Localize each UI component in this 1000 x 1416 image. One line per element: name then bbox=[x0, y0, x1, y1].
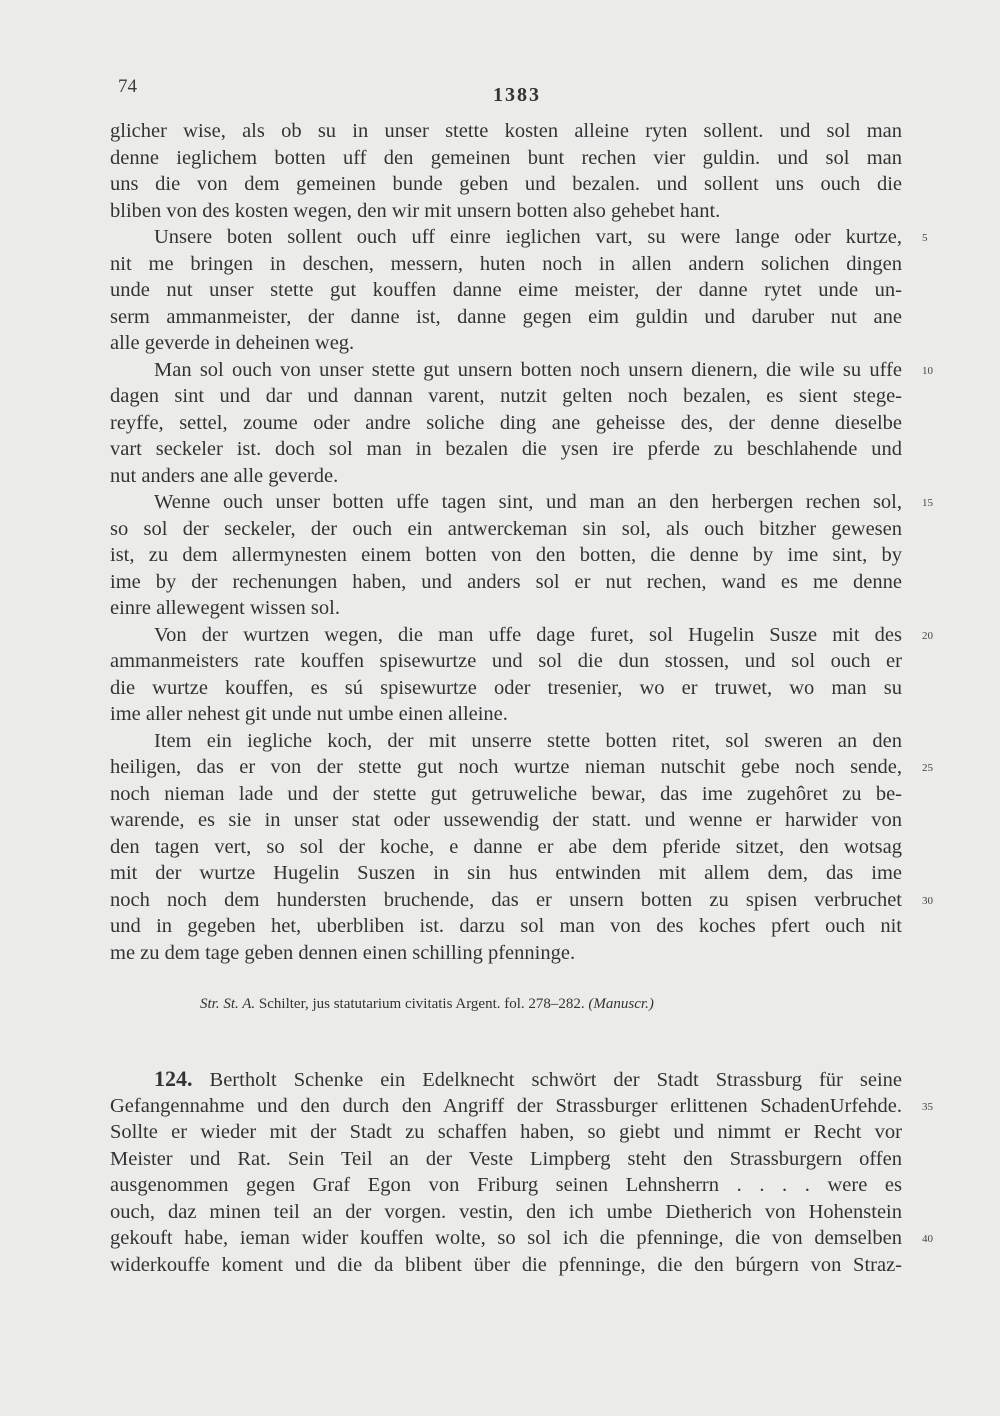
text-line bbox=[110, 489, 933, 516]
text-line bbox=[110, 1066, 902, 1093]
line-text: alle geverde in deheinen weg. bbox=[110, 332, 355, 354]
line-text: Item ein iegliche koch, der mit unserre stette botten ritet, sol sweren an den bbox=[154, 729, 902, 752]
line-text: Wenne ouch unser botten uffe tagen sint, und man an den herbergen rechen sol, bbox=[154, 491, 902, 513]
line-text: reyffe, settel, zoume oder andre soliche ding ane geheisse des, der denne dieselbe bbox=[110, 411, 902, 434]
line-text: ist, zu dem allermynesten einem botten von den botten, die denne by ime sint, by bbox=[110, 544, 902, 566]
line-text: bliben von des kosten wegen, den wir mit unsern botten also gehebet hant. bbox=[110, 199, 721, 222]
document-number: 124. bbox=[154, 1066, 193, 1091]
page-year-heading: 1383 bbox=[493, 84, 541, 106]
line-text: noch noch dem hundersten bruchende, das er unsern botten zu spisen verbruchet bbox=[110, 888, 902, 911]
text-line bbox=[110, 622, 933, 649]
text-line bbox=[110, 542, 902, 569]
line-text: Bertholt Schenke ein Edelknecht schwört der Stadt Strassburg für seine bbox=[209, 1069, 903, 1091]
margin-line-number: 30 bbox=[922, 894, 933, 907]
line-text: uns die von dem gemeinen bunde geben und bezalen. und sollent uns ouch die bbox=[110, 173, 902, 195]
text-line bbox=[110, 728, 902, 755]
line-text: ammanmeisters rate kouffen spisewurtze und sol die dun stossen, und sol ouch er bbox=[110, 650, 902, 672]
text-line bbox=[110, 198, 902, 225]
text-line bbox=[110, 516, 902, 543]
text-line bbox=[110, 410, 902, 437]
text-line bbox=[110, 1146, 902, 1173]
line-text: Man sol ouch von unser stette gut unsern botten noch unsern dienern, die wile su uffe bbox=[154, 358, 902, 381]
text-line bbox=[110, 754, 933, 781]
line-text: serm ammanmeister, der danne ist, danne gegen eim guldin und daruber nut ane bbox=[110, 305, 902, 328]
line-text: ausgenommen gegen Graf Egon von Friburg seinen Lehnsherrn . . . . were es bbox=[110, 1174, 902, 1196]
text-line bbox=[110, 145, 902, 172]
text-line bbox=[110, 887, 933, 914]
text-line bbox=[110, 807, 902, 834]
text-line bbox=[110, 675, 902, 702]
text-line bbox=[110, 1225, 933, 1252]
statute-text-block bbox=[110, 118, 933, 966]
line-text: widerkouffe koment und die da blibent über die pfenninge, die den búrgern von Straz- bbox=[110, 1253, 902, 1276]
line-text: dagen sint und dar und dannan varent, nutzit gelten noch bezalen, es sient stege- bbox=[110, 385, 902, 407]
text-line bbox=[110, 436, 902, 463]
line-text: vart seckeler ist. doch sol man in bezalen die ysen ire pferde zu beschlahende und bbox=[110, 438, 902, 460]
line-text: heiligen, das er von der stette gut noch wurtze nieman nutschit gebe noch sende, bbox=[110, 756, 902, 778]
margin-line-number: 40 bbox=[922, 1233, 933, 1245]
line-text: nut anders ane alle geverde. bbox=[110, 464, 339, 487]
line-text: ime by der rechenungen haben, und anders sol er nut rechen, wand es me denne bbox=[110, 570, 902, 593]
margin-line-number: 5 bbox=[922, 232, 928, 244]
text-line bbox=[110, 118, 902, 145]
margin-line-number: 20 bbox=[922, 629, 933, 642]
line-text: unde nut unser stette gut kouffen danne eime meister, der danne rytet unde un- bbox=[110, 279, 902, 301]
line-text: Sollte er wieder mit der Stadt zu schaffen haben, so giebt und nimmt er Recht vor bbox=[110, 1121, 902, 1143]
text-line bbox=[110, 383, 902, 410]
line-text: so sol der seckeler, der ouch ein antwerckeman sin sol, als ouch bitzher gewesen bbox=[110, 517, 902, 540]
text-line bbox=[110, 1119, 902, 1146]
line-text: Von der wurtzen wegen, die man uffe dage furet, sol Hugelin Susze mit des bbox=[154, 623, 902, 646]
source-title: Schilter, jus statutarium civitatis Argent. fol. 278–282. bbox=[258, 996, 585, 1012]
text-line bbox=[110, 1172, 902, 1199]
text-line bbox=[110, 463, 902, 490]
text-line bbox=[110, 251, 902, 278]
line-text: denne ieglichem botten uff den gemeinen bunt rechen vier guldin. und sol man bbox=[110, 146, 902, 169]
document-124-block bbox=[110, 1066, 933, 1278]
line-text: Meister und Rat. Sein Teil an der Veste Limpberg steht den Strassburgern offen bbox=[110, 1147, 902, 1170]
text-line bbox=[110, 1252, 902, 1279]
text-line bbox=[110, 913, 902, 940]
line-text: ouch, daz minen teil an der vorgen. vestin, den ich umbe Dietherich von Hohenstein bbox=[110, 1200, 902, 1223]
text-line bbox=[110, 860, 902, 887]
source-archive: Str. St. A. bbox=[200, 996, 256, 1012]
text-line bbox=[110, 940, 902, 967]
line-text: Unsere boten sollent ouch uff einre ieglichen vart, su were lange oder kurtze, bbox=[154, 226, 902, 248]
line-text: einre allewegent wissen sol. bbox=[110, 597, 340, 619]
text-line bbox=[110, 224, 928, 251]
text-line bbox=[110, 357, 933, 384]
margin-line-number: 25 bbox=[922, 762, 933, 774]
text-line bbox=[110, 595, 902, 622]
line-text: den tagen vert, so sol der koche, e danne er abe dem pferide sitzet, den wotsag bbox=[110, 835, 902, 858]
source-citation bbox=[200, 996, 654, 1013]
text-line bbox=[110, 330, 902, 357]
margin-line-number: 10 bbox=[922, 364, 933, 377]
text-line bbox=[110, 781, 902, 808]
text-line bbox=[110, 304, 902, 331]
line-text: gekouft habe, ieman wider kouffen wolte, so sol ich die pfenninge, die von demselben bbox=[110, 1227, 902, 1249]
text-line bbox=[110, 569, 902, 596]
page-number: 74 bbox=[118, 76, 137, 97]
line-text: glicher wise, als ob su in unser stette kosten alleine ryten sollent. und sol man bbox=[110, 120, 902, 142]
line-text: nit me bringen in deschen, messern, huten noch in allen andern solichen dingen bbox=[110, 252, 902, 275]
margin-line-number: 15 bbox=[922, 497, 933, 509]
line-text: Gefangennahme und den durch den Angriff der Strassburger erlittenen SchadenUrfehde. bbox=[110, 1094, 902, 1117]
line-text: ime aller nehest git unde nut umbe einen alleine. bbox=[110, 703, 508, 725]
text-line bbox=[110, 648, 902, 675]
line-text: mit der wurtze Hugelin Suszen in sin hus entwinden mit allem dem, das ime bbox=[110, 862, 902, 884]
text-line bbox=[110, 171, 902, 198]
text-line bbox=[110, 1093, 933, 1120]
line-text: und in gegeben het, uberbliben ist. darzu sol man von des koches pfert ouch nit bbox=[110, 915, 902, 937]
line-text: warende, es sie in unser stat oder ussewendig der statt. und wenne er harwider von bbox=[110, 809, 902, 831]
margin-line-number: 35 bbox=[922, 1100, 933, 1113]
text-line bbox=[110, 834, 902, 861]
text-line bbox=[110, 277, 902, 304]
text-line bbox=[110, 701, 902, 728]
source-suffix: (Manuscr.) bbox=[588, 996, 654, 1012]
line-text: me zu dem tage geben dennen einen schilling pfenninge. bbox=[110, 941, 576, 964]
text-line bbox=[110, 1199, 902, 1226]
line-text: noch nieman lade und der stette gut getruweliche bewar, das ime zugehôret zu be- bbox=[110, 782, 902, 805]
line-text: die wurtze kouffen, es sú spisewurtze oder tresenier, wo er truwet, wo man su bbox=[110, 676, 902, 699]
